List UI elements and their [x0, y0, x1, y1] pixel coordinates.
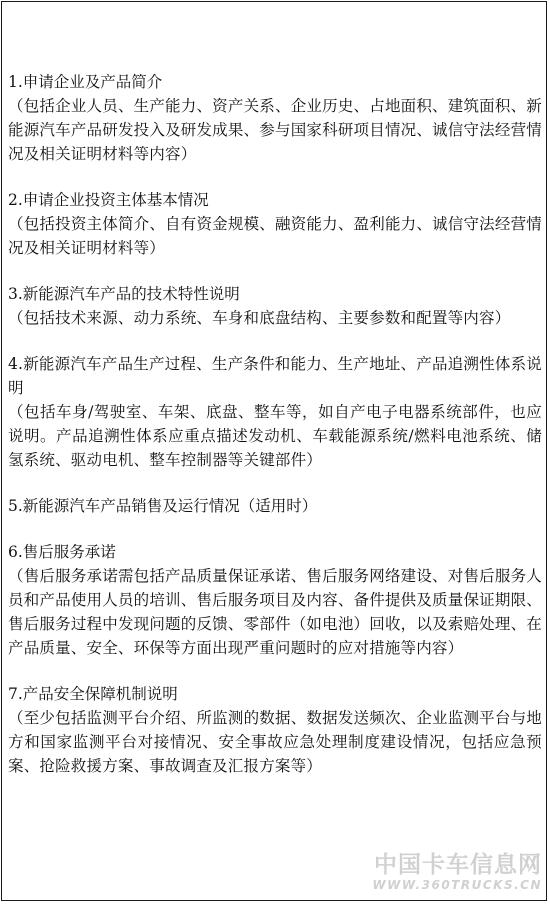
section-heading: 4.新能源汽车产品生产过程、生产条件和能力、生产地址、产品追溯性体系说明: [8, 355, 542, 397]
section-technical-features: [8, 282, 542, 330]
section-heading: 1.申请企业及产品简介: [8, 73, 163, 91]
section-safety-mechanism: [8, 682, 542, 778]
section-investor-info: [8, 188, 542, 260]
watermark-cn: 中国卡车信息网: [374, 852, 542, 878]
section-detail: （包括技术来源、动力系统、车身和底盘结构、主要参数和配置等内容）: [8, 309, 511, 327]
section-heading: 7.产品安全保障机制说明: [8, 685, 178, 703]
section-heading: 5.新能源汽车产品销售及运行情况（适用时）: [8, 497, 318, 515]
section-heading: 3.新能源汽车产品的技术特性说明: [8, 285, 240, 303]
section-detail: （包括车身/驾驶室、车架、底盘、整车等，如自产电子电器系统部件，也应说明。产品追溯性体系应重点描述发动机、车载能源系统/燃料电池系统、储氢系统、驱动电机、整车控制器等关键部件）: [8, 403, 542, 469]
section-detail: （包括投资主体简介、自有资金规模、融资能力、盈利能力、诚信守法经营情况及相关证明材料等）: [8, 215, 542, 257]
section-detail: （售后服务承诺需包括产品质量保证承诺、售后服务网络建设、对售后服务人员和产品使用人员的培训、售后服务项目及内容、备件提供及质量保证期限、售后服务过程中发现问题的反馈、零部件（如电池）回收，以及索赔处理、在产品质量、安全、环保等方面出现严重问题时的应对措施等内容）: [8, 567, 542, 657]
section-company-profile: [8, 70, 542, 166]
section-detail: （包括企业人员、生产能力、资产关系、企业历史、占地面积、建筑面积、新能源汽车产品研发投入及研发成果、参与国家科研项目情况、诚信守法经营情况及相关证明材料等内容）: [8, 97, 542, 163]
section-sales-operation: [8, 494, 542, 518]
site-watermark: [372, 852, 542, 892]
section-detail: （至少包括监测平台介绍、所监测的数据、数据发送频次、企业监测平台与地方和国家监测平台对接情况、安全事故应急处理制度建设情况，包括应急预案、抢险救援方案、事故调查及汇报方案等）: [8, 709, 542, 775]
document-body: [8, 70, 542, 800]
watermark-en: WWW.360TRUCKS.CN: [372, 878, 542, 892]
section-after-sales: [8, 540, 542, 660]
section-heading: 2.申请企业投资主体基本情况: [8, 191, 209, 209]
section-heading: 6.售后服务承诺: [8, 543, 116, 561]
section-production-process: [8, 352, 542, 472]
